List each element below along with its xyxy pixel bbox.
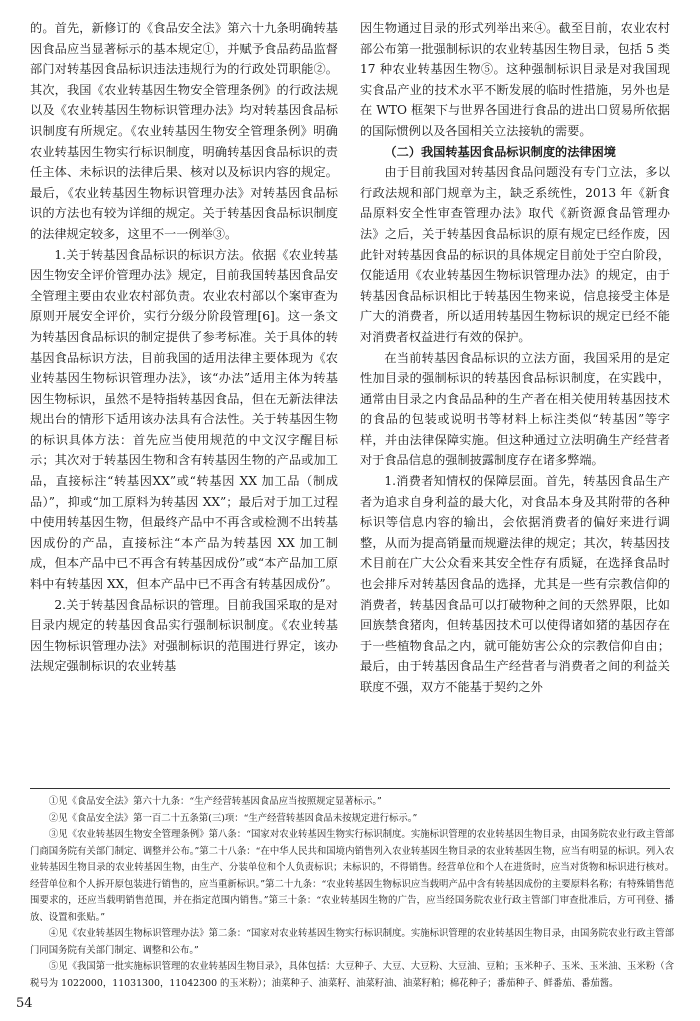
section-heading: （二）我国转基因食品标识制度的法律困境 (384, 144, 616, 159)
left-column (30, 18, 338, 677)
footnote: ①见《食品安全法》第六十九条：“生产经营转基因食品应当按照规定显著标示。” (48, 796, 382, 807)
footnote: ⑤见《我国第一批实施标识管理的农业转基因生物目录》，具体包括：大豆种子、大豆、大豆粉、大豆油、豆粕；玉米种子、玉米、玉米油、玉米粉（含税号为 1022000，11031300，11042300 的玉米粉）；油菜种子、油菜籽、油菜籽油、油菜籽粕；棉花种子；番茄种子、鲜番茄、番茄酱。 (30, 961, 674, 989)
paragraph: 因生物通过目录的形式列举出来④。截至目前，农业农村部公布第一批强制标识的农业转基因生物目录，包括 5 类 17 种农业转基因生物⑤。这种强制标识目录是对我国现实食品产业的技术水平不断发展的临时性措施，另外也是在 WTO 框架下与世界各国进行食品的进出口贸易所依据的国际惯例以及各国相关立法接轨的需要。 (360, 21, 670, 138)
paragraph: 由于目前我国对转基因食品问题没有专门立法，多以行政法规和部门规章为主，缺乏系统性，2013 年《新食品原料安全性审查管理办法》取代《新资源食品管理办法》之后，关于转基因食品标识的原有规定已经作废，因此针对转基因食品的标识的具体规定目前处于空白阶段，仅能适用《农业转基因生物标识管理办法》的规定，由于转基因食品标识相比于转基因生物来说，信息接受主体是广大的消费者，所以适用转基因生物标识的规定已经不能对消费者权益进行有效的保护。 (360, 165, 670, 344)
page-number: 54 (16, 996, 33, 1011)
footnote: ④见《农业转基因生物标识管理办法》第二条：“国家对农业转基因生物实行标识制度。实施标识管理的农业转基因生物目录，由国务院农业行政主管部门同国务院有关部门制定、调整和公布。” (30, 928, 674, 956)
paragraph: 在当前转基因食品标识的立法方面，我国采用的是定性加目录的强制标识的转基因食品标识制度，在实践中，通常由目录之内食品品种的生产者在相关使用转基因技术的食品的包装或说明书等材料上标注类似“转基因”等字样，并由法律保障实施。但这种通过立法明确生产经营者对于食品信息的强制披露制度存在诸多弊端。 (360, 350, 670, 468)
footnote: ②见《食品安全法》第一百二十五条第(三)项：“生产经营转基因食品未按规定进行标示。” (48, 812, 418, 824)
footnotes (30, 794, 674, 992)
paragraph: 的。首先，新修订的《食品安全法》第六十九条明确转基因食品应当显著标示的基本规定①，并赋予食品药品监督部门对转基因食品标识违法违规行为的行政处罚职能②。其次，我国《农业转基因生物安全管理条例》的行政法规以及《农业转基因生物标识管理办法》均对转基因食品标识制度有所规定。《农业转基因生物安全管理条例》明确农业转基因生物实行标识制度，明确转基因食品标识的责任主体、未标识的法律后果、核对以及标识内容的规定。最后，《农业转基因生物标识管理办法》对转基因食品标识的方法也有较为详细的规定。关于转基因食品标识制度的法律规定较多，这里不一一例举③。 (30, 21, 338, 241)
paragraph: 2.关于转基因食品标识的管理。目前我国采取的是对目录内规定的转基因食品实行强制标识制度。《农业转基因生物标识管理办法》对强制标识的范围进行界定，该办法规定强制标识的农业转基 (30, 597, 338, 674)
footnote: ③见《农业转基因生物安全管理条例》第八条：“国家对农业转基因生物实行标识制度。实施标识管理的农业转基因生物目录，由国务院农业行政主管部门商国务院有关部门制定、调整并公布。”第二十八条：“在中华人民共和国境内销售列入农业转基因生物目录的农业转基因生物，应当有明显的标识。列入农业转基因生物目录的农业转基因生物，由生产、分装单位和个人负责标识；未标识的，不得销售。经营单位和个人在进货时，应当对货物和标识进行核对。经营单位和个人拆开原包装进行销售的，应当重新标识。”第二十九条：“农业转基因生物标识应当载明产品中含有转基因成份的主要原料名称；有特殊销售范围要求的，还应当载明销售范围，并在指定范围内销售。”第三十条：“农业转基因生物的广告，应当经国务院农业行政主管部门审查批准后，方可刊登、播放、设置和张贴。” (30, 829, 674, 923)
right-column (360, 18, 670, 698)
paragraph: 1.消费者知情权的保障层面。首先，转基因食品生产者为追求自身利益的最大化，对食品本身及其附带的各种标识等信息内容的输出，会依据消费者的偏好来进行调整，从而为提高销量而规避法律的规定；其次，转基因技术目前在广大公众看来其安全性存有质疑，在选择食品时也会排斥对转基因食品的选择，尤其是一些有宗教信仰的消费者，转基因食品可以打破物种之间的天然界限，比如回族禁食猪肉，但转基因技术可以使得诸如猪的基因存在于一些植物食品之内，就可能妨害公众的宗教信仰自由；最后，由于转基因食品生产经营者与消费者之间的利益关联度不强，双方不能基于契约之外 (360, 474, 670, 694)
paragraph: 1.关于转基因食品标识的标识方法。依据《农业转基因生物安全评价管理办法》规定，目前我国转基因食品安全管理主要由农业农村部负责。农业农村部以个案审查为原则开展安全评价，实行分级分阶段管理[6]。这一条文为转基因食品标识的制定提供了参考标准。关于具体的转基因食品标识方法，目前我国的适用法律主要体现为《农业转基因生物标识管理办法》，该“办法”适用主体为转基因生物标识，虽然不是特指转基因食品，但在无新法律法规出台的情形下适用该办法具有合法性。关于转基因生物的标识具体方法：首先应当使用规范的中文汉字醒目标示；其次对于转基因生物和含有转基因生物的产品或加工品，直接标注“转基因XX”或“转基因 XX 加工品（制成品）”，抑或“加工原料为转基因 XX”；最后对于加工过程中使用转基因生物，但最终产品中不再含或检测不出转基因成份的产品，直接标注“本产品为转基因 XX 加工制成，但本产品中已不再含有转基因成份”或“本产品加工原料中有转基因 XX，但本产品中已不再含有转基因成份”。 (30, 247, 338, 592)
footnote-divider (30, 788, 670, 789)
